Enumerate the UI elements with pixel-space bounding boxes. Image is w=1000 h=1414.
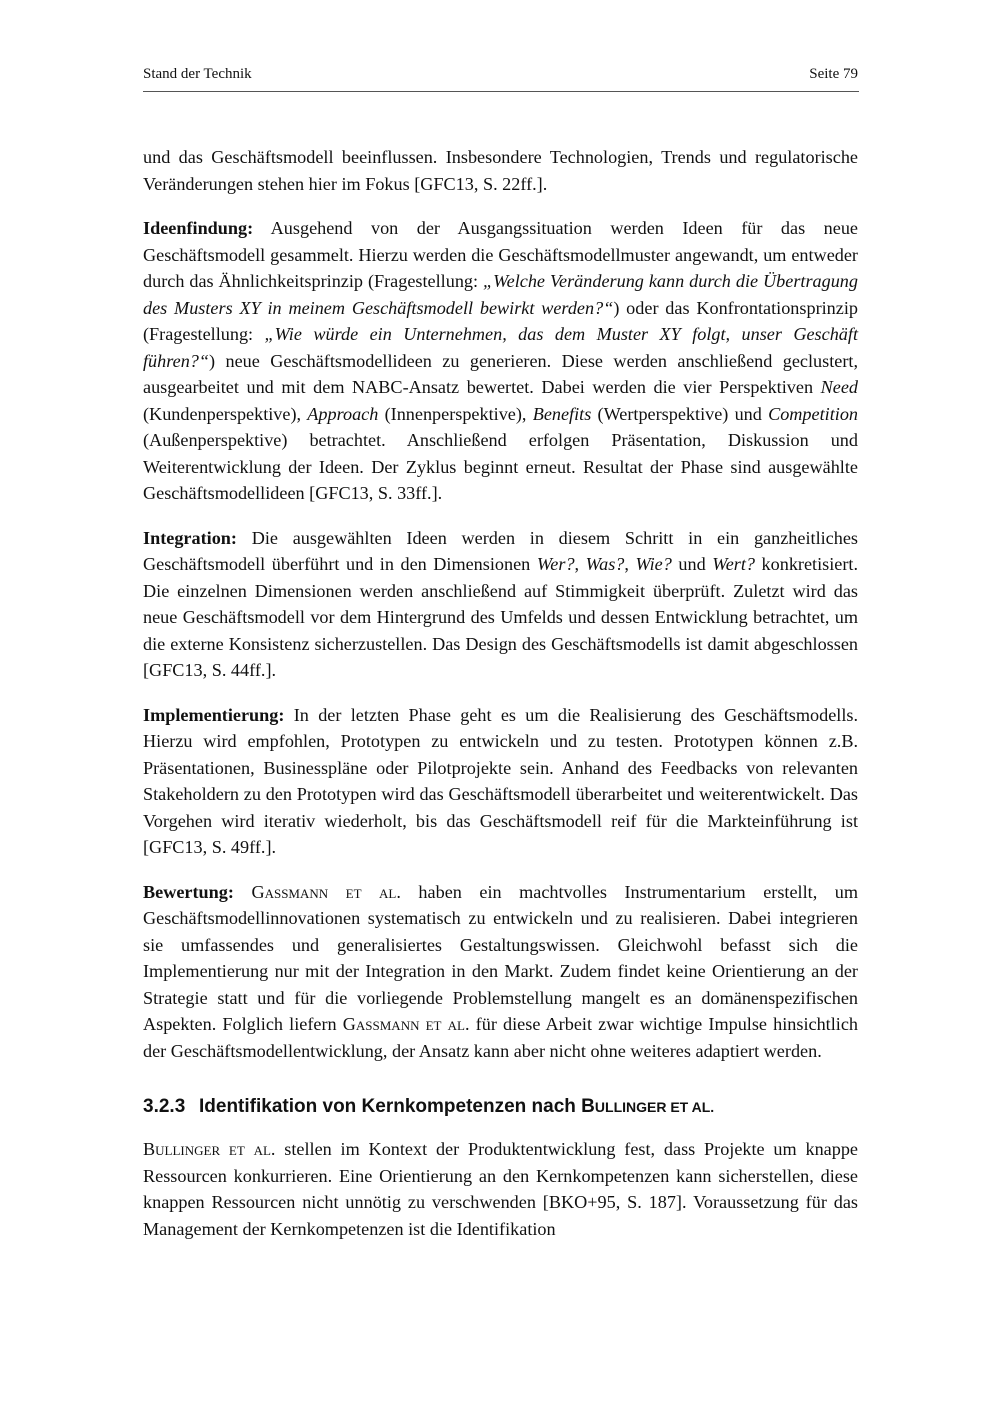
paragraph-implementierung: Implementierung: In der letzten Phase geht es um die Realisierung des Geschäftsmodells. Hierzu wird empfohlen, Prototypen zu entwickeln und zu testen. Prototypen können z.B. Präsentationen, Businesspläne oder Pilotprojekte sein. Anhand des Feedbacks von relevanten Stakeholdern zu den Prototypen wird das Geschäftsmodell überarbeitet und weiterentwickelt. Das Vorgehen wird iterativ wiederholt, bis das Geschäftsmodell reif für die Markteinführung ist [GFC13, S. 49ff.].: [143, 704, 858, 857]
label-bewertung: Bewertung:: [143, 881, 234, 902]
paragraph-bullinger: Bullinger et al. stellen im Kontext der Produktentwicklung fest, dass Projekte um knappe Ressourcen konkurrieren. Eine Orientierung an den Kernkompetenzen kann sicherstellen, diese knappen Ressourcen nicht unnötig zu verschwenden [BKO+95, S. 187]. Voraussetzung für das Management der Kernkompetenzen ist die Identifikation: [143, 1139, 858, 1239]
label-implementierung: Implementierung:: [143, 704, 285, 725]
header-page-number: Seite 79: [809, 66, 858, 82]
section-title: Identifikation von Kernkompetenzen nach: [199, 1096, 582, 1117]
label-ideenfindung: Ideenfindung:: [143, 218, 254, 238]
header-chapter-title: Stand der Technik: [143, 66, 252, 82]
author-name: Bullinger et al.: [143, 1139, 276, 1159]
paragraph-integration: Integration: Die ausgewählten Ideen werden in diesem Schritt in ein ganzheitliches Geschäftsmodell überführt und in den Dimensionen Wer?, Was?, Wie? und Wert? konkretisiert. Die einzelnen Dimensionen werden anschließend auf Stimmigkeit überprüft. Zuletzt wird das neue Geschäftsmodell vor dem Hintergrund des Umfelds und dessen Entwicklung betrachtet, um die externe Konsistenz sicherzustellen. Das Design des Geschäftsmodells ist damit abgeschlossen [GFC13, S. 44ff.].: [143, 527, 859, 680]
running-header: [143, 66, 858, 83]
section-heading: 3.2.3 Identifikation von Kernkompetenzen nach BULLINGER ET AL.: [143, 1094, 858, 1120]
header-rule: [143, 91, 859, 92]
section-number: 3.2.3: [143, 1096, 186, 1117]
author-name: Gassmann et al.: [342, 1014, 470, 1034]
paragraph-bewertung: Bewertung: Gassmann et al. haben ein machtvolles Instrumentarium erstellt, um Geschäftsmodellinnovationen systematisch zu entwickeln und zu realisieren. Dabei integrieren sie umfassendes und generalisiertes Gestaltungswissen. Gleichwohl befasst sich die Implementierung nur mit der Integration in den Markt. Zudem findet keine Orientierung an der Strategie statt und für die vorliegende Problemstellung mangelt es an domänenspezifischen Aspekten. Folglich liefern Gassmann et al. für diese Arbeit zwar wichtige Impulse hinsichtlich der Geschäftsmodellentwicklung, der Ansatz kann aber nicht ohne weiteres adaptiert werden.: [143, 881, 859, 1061]
author-name: Gassmann et al.: [251, 881, 401, 902]
paragraph-continuation: und das Geschäftsmodell beeinflussen. Insbesondere Technologien, Trends und regulatorische Veränderungen stehen hier im Fokus [GFC13, S. 22ff.].: [143, 147, 858, 194]
body-text: [143, 144, 858, 1260]
paragraph-ideenfindung: Ideenfindung: Ausgehend von der Ausgangssituation werden Ideen für das neue Geschäftsmodell gesammelt. Hierzu werden die Geschäftsmodellmuster angewandt, um entweder durch das Ähnlichkeitsprinzip (Fragestellung: „Welche Veränderung kann durch die Übertragung des Musters XY in meinem Geschäftsmodell bewirkt werden?“) oder das Konfrontationsprinzip (Fragestellung: „Wie würde ein Unternehmen, das dem Muster XY folgt, unser Geschäft führen?“) neue Geschäftsmodellideen zu generieren. Diese werden anschließend geclustert, ausgearbeitet und mit dem NABC-Ansatz bewertet. Dabei werden die vier Perspektiven Need (Kundenperspektive), Approach (Innenperspektive), Benefits (Wertperspektive) und Competition (Außenperspektive) betrachtet. Anschließend erfolgen Präsentation, Diskussion und Weiterentwicklung der Ideen. Der Zyklus beginnt erneut. Resultat der Phase sind ausgewählte Geschäftsmodellideen [GFC13, S. 33ff.].: [143, 218, 859, 503]
label-integration: Integration:: [143, 527, 237, 548]
